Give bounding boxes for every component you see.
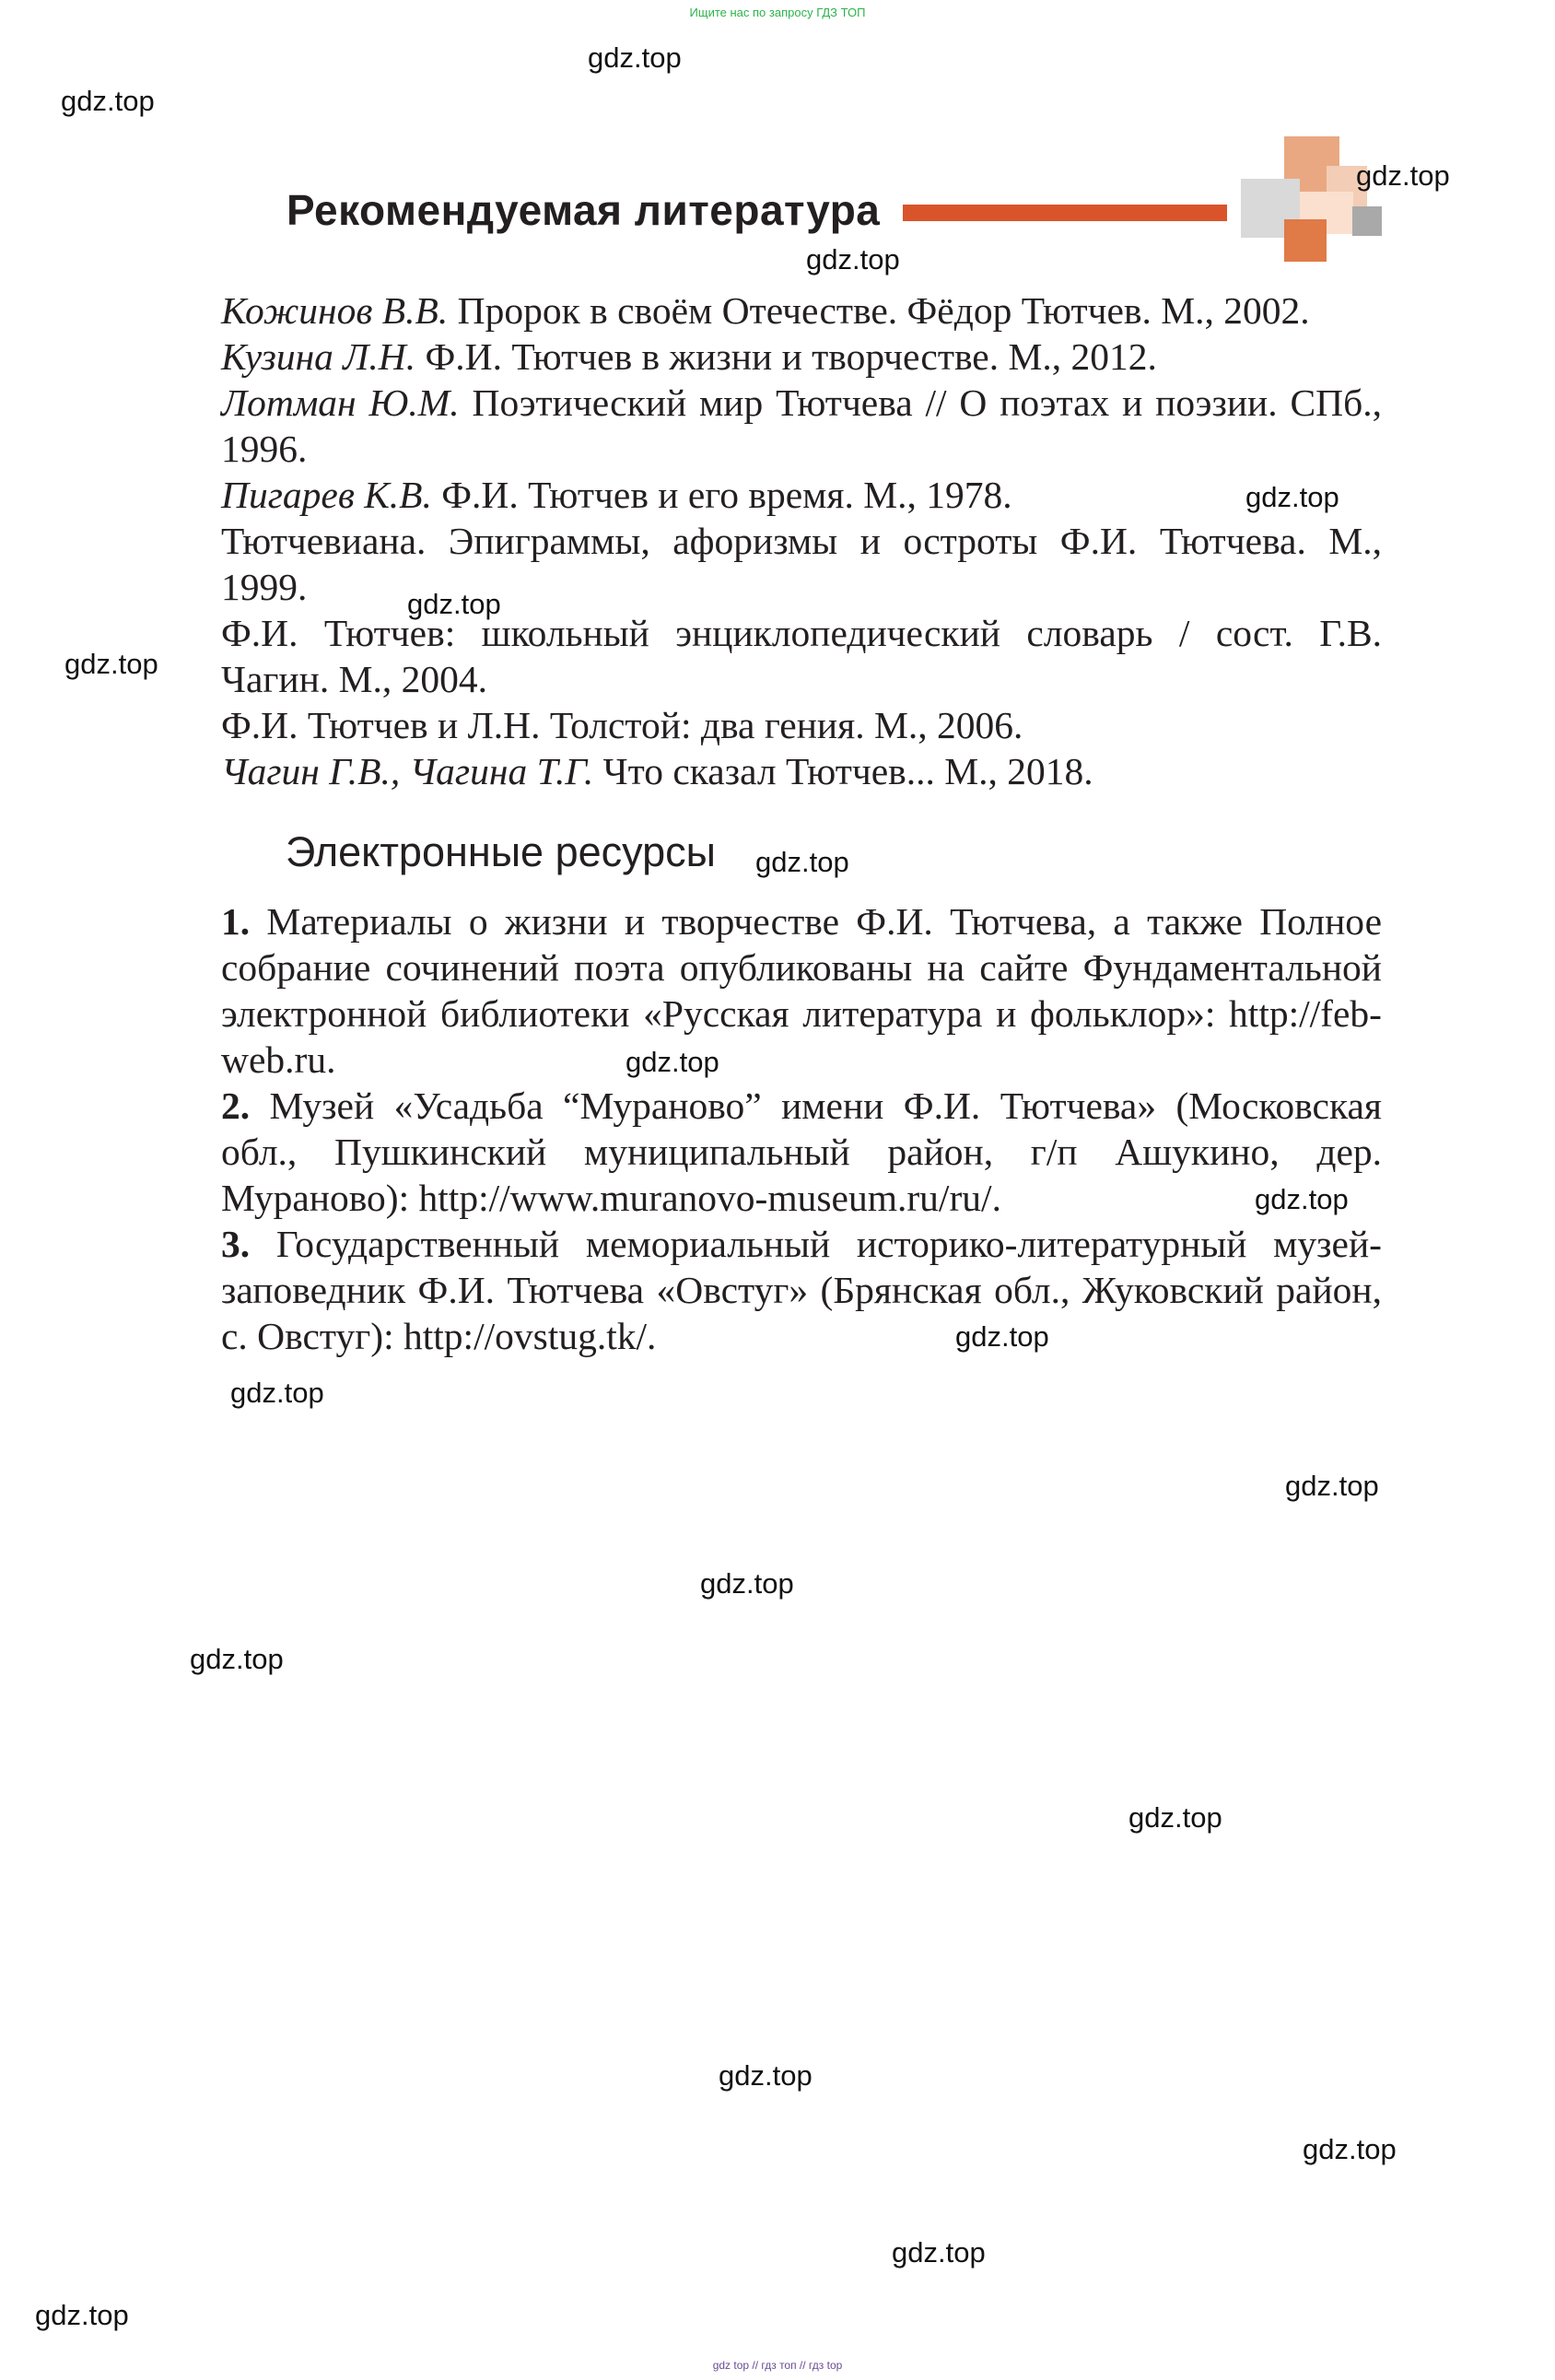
watermark: gdz.top [1128, 1801, 1222, 1834]
watermark: gdz.top [626, 1046, 719, 1078]
watermark: gdz.top [61, 85, 155, 117]
watermark: gdz.top [64, 648, 158, 680]
watermark: gdz.top [407, 588, 501, 620]
citation-text: Пророк в своём Отечестве. Фёдор Тютчев. М., 2002. [448, 289, 1310, 332]
list-item [221, 1083, 1382, 1221]
list-item [221, 472, 1382, 518]
resource-text: Государственный мемориальный историко-литературный музей-заповедник Ф.И. Тютчева «Овстуг» (Брянская обл., Жуковский район, с. Овстуг): http://ovstug.tk/. [221, 1223, 1382, 1357]
literature-list [221, 287, 1382, 794]
electronic-resources-list [221, 898, 1382, 1359]
list-item [221, 518, 1382, 610]
citation-text: Ф.И. Тютчев и Л.Н. Толстой: два гения. М., 2006. [221, 704, 1023, 746]
citation-text: Поэтический мир Тютчева // О поэтах и поэзии. СПб., 1996. [221, 381, 1382, 470]
header-note: Ищите нас по запросу ГДЗ ТОП [689, 6, 866, 19]
item-number: 1. [221, 900, 251, 943]
watermark: gdz.top [700, 1567, 794, 1600]
list-item [221, 898, 1382, 1083]
watermark: gdz.top [1285, 1470, 1379, 1502]
title-accent-bar [903, 205, 1227, 221]
watermark: gdz.top [35, 2299, 129, 2331]
citation-text: Что сказал Тютчев... М., 2018. [593, 750, 1093, 792]
watermark: gdz.top [955, 1320, 1049, 1353]
citation-author: Пигарев К.В. [221, 474, 432, 516]
citation-text: Ф.И. Тютчев в жизни и творчестве. М., 2012. [415, 335, 1157, 378]
section-title-electronic: Электронные ресурсы [286, 828, 716, 875]
watermark: gdz.top [1245, 481, 1339, 513]
citation-text: Ф.И. Тютчев: школьный энциклопедический словарь / сост. Г.В. Чагин. М., 2004. [221, 612, 1382, 700]
list-item [221, 287, 1382, 334]
item-number: 2. [221, 1084, 251, 1127]
list-item [221, 610, 1382, 702]
citation-author: Чагин Г.В., Чагина Т.Г. [221, 750, 594, 792]
watermark: gdz.top [755, 846, 849, 878]
citation-text: Ф.И. Тютчев и его время. М., 1978. [431, 474, 1012, 516]
list-item [221, 702, 1382, 748]
watermark: gdz.top [1303, 2133, 1397, 2165]
page-title: Рекомендуемая литература [286, 186, 881, 234]
footer-note: gdz top // гдз топ // гдз top [712, 2359, 843, 2372]
resource-text: Материалы о жизни и творчестве Ф.И. Тютчева, а также Полное собрание сочинений поэта опубликованы на сайте Фундаментальной электронной библиотеки «Русская литература и фольклор»: http://feb-web.ru. [221, 900, 1382, 1081]
item-number: 3. [221, 1223, 251, 1265]
watermark: gdz.top [719, 2059, 813, 2092]
citation-author: Кожинов В.В. [221, 289, 449, 332]
citation-text: Тютчевиана. Эпиграммы, афоризмы и остроты Ф.И. Тютчева. М., 1999. [221, 520, 1382, 608]
list-item [221, 380, 1382, 472]
list-item [221, 748, 1382, 794]
list-item [221, 1221, 1382, 1359]
watermark: gdz.top [1356, 159, 1450, 192]
resource-text: Музей «Усадьба “Мураново” имени Ф.И. Тютчева» (Московская обл., Пушкинский муниципальный район, г/п Ашукино, дер. Мураново): http://www.muranovo-museum.ru/ru/. [221, 1084, 1382, 1219]
watermark: gdz.top [1255, 1183, 1349, 1215]
watermark: gdz.top [892, 2236, 986, 2269]
watermark: gdz.top [190, 1643, 284, 1675]
watermark: gdz.top [806, 243, 900, 276]
citation-author: Кузина Л.Н. [221, 335, 416, 378]
list-item [221, 334, 1382, 380]
watermark: gdz.top [588, 41, 682, 74]
citation-author: Лотман Ю.М. [221, 381, 460, 424]
watermark: gdz.top [230, 1377, 324, 1409]
